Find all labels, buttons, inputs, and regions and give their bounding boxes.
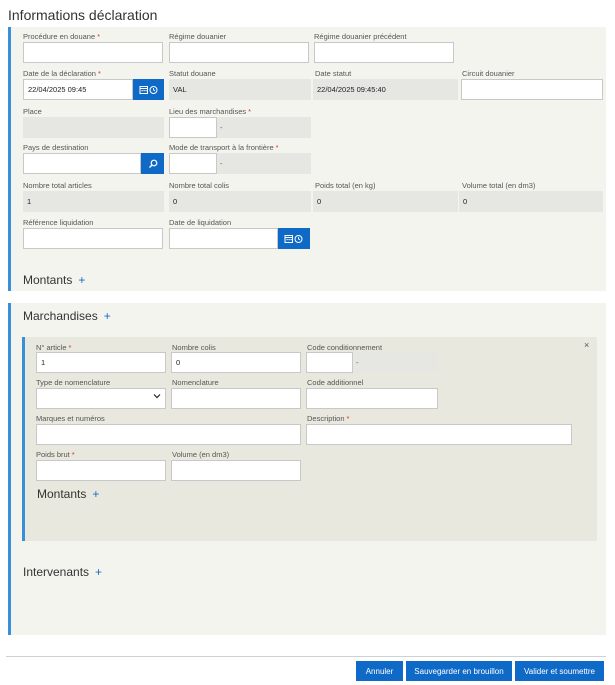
article-accent-bar — [22, 337, 25, 541]
regime-prev-label: Régime douanier précédent — [314, 32, 407, 41]
lieu-input[interactable] — [169, 117, 217, 138]
place-label: Place — [23, 107, 42, 116]
regime-prev-input[interactable] — [314, 42, 454, 63]
nb-articles-value: 1 — [23, 191, 164, 212]
ref-liq-input[interactable] — [23, 228, 163, 249]
article-montants-title: Montants — [37, 487, 87, 501]
page-title: Informations déclaration — [8, 7, 158, 23]
date-liq-label: Date de liquidation — [169, 218, 232, 227]
poids-value: 0 — [313, 191, 458, 212]
pays-label: Pays de destination — [23, 143, 89, 152]
statut-label: Statut douane — [169, 69, 216, 78]
code-cond-description: - — [353, 352, 438, 373]
intervenants-title: Intervenants — [23, 565, 90, 579]
description-input[interactable] — [306, 424, 572, 445]
add-article-montant-button[interactable]: + — [92, 487, 100, 501]
article-volume-input[interactable] — [171, 460, 301, 481]
article-colis-input[interactable]: 0 — [171, 352, 301, 373]
mode-input[interactable] — [169, 153, 217, 174]
declaration-accent-bar — [8, 27, 11, 291]
mode-label: Mode de transport à la frontière * — [169, 143, 279, 152]
poids-brut-label: Poids brut * — [36, 450, 75, 459]
intervenants-section-header[interactable] — [23, 565, 102, 579]
date-decl-label: Date de la déclaration * — [23, 69, 101, 78]
date-statut-label: Date statut — [315, 69, 352, 78]
code-add-label: Code additionnel — [307, 378, 364, 387]
date-liq-picker-button[interactable] — [278, 228, 310, 249]
regime-input[interactable] — [169, 42, 309, 63]
code-add-input[interactable] — [306, 388, 438, 409]
place-value — [23, 117, 164, 138]
lieu-label: Lieu des marchandises * — [169, 107, 252, 116]
statut-value: VAL — [169, 79, 311, 100]
date-statut-value: 22/04/2025 09:45:40 — [313, 79, 458, 100]
type-nom-select[interactable] — [36, 388, 166, 409]
add-montant-button[interactable]: + — [78, 273, 86, 287]
marchandises-accent-bar — [8, 303, 11, 635]
circuit-label: Circuit douanier — [462, 69, 515, 78]
marques-input[interactable] — [36, 424, 301, 445]
remove-article-button[interactable]: × — [584, 340, 590, 350]
marchandises-section-header[interactable] — [23, 309, 111, 323]
article-label: N° article * — [36, 343, 72, 352]
regime-label: Régime douanier — [169, 32, 227, 41]
volume-label: Volume total (en dm3) — [462, 181, 536, 190]
date-decl-picker-button[interactable] — [133, 79, 164, 100]
description-label: Description * — [307, 414, 350, 423]
article-montants-header[interactable] — [37, 487, 99, 501]
ref-liq-label: Référence liquidation — [23, 218, 94, 227]
pays-input[interactable] — [23, 153, 141, 174]
article-input[interactable]: 1 — [36, 352, 166, 373]
calendar-clock-icon — [139, 85, 159, 95]
mode-description: - — [217, 153, 311, 174]
poids-label: Poids total (en kg) — [315, 181, 376, 190]
montants-section-header[interactable] — [23, 273, 85, 287]
volume-value: 0 — [459, 191, 603, 212]
code-cond-input[interactable] — [306, 352, 353, 373]
procedure-input[interactable] — [23, 42, 163, 63]
nb-colis-value: 0 — [169, 191, 311, 212]
search-icon — [148, 159, 158, 169]
type-nom-label: Type de nomenclature — [36, 378, 111, 387]
save-draft-button[interactable]: Sauvegarder en brouillon — [406, 661, 512, 681]
add-marchandise-button[interactable]: + — [103, 309, 111, 323]
marchandises-title: Marchandises — [23, 309, 98, 323]
article-volume-label: Volume (en dm3) — [172, 450, 230, 459]
calendar-clock-icon — [284, 234, 304, 244]
poids-brut-input[interactable] — [36, 460, 166, 481]
chevron-down-icon — [153, 392, 161, 402]
nb-colis-label: Nombre total colis — [169, 181, 230, 190]
article-colis-label: Nombre colis — [172, 343, 216, 352]
marques-label: Marques et numéros — [36, 414, 105, 423]
nom-input[interactable] — [171, 388, 301, 409]
pays-search-button[interactable] — [141, 153, 164, 174]
nb-articles-label: Nombre total articles — [23, 181, 92, 190]
date-decl-input[interactable]: 22/04/2025 09:45 — [23, 79, 133, 100]
validate-submit-button[interactable]: Valider et soumettre — [515, 661, 604, 681]
code-cond-label: Code conditionnement — [307, 343, 383, 352]
lieu-description: - — [217, 117, 311, 138]
procedure-label: Procédure en douane * — [23, 32, 101, 41]
montants-title: Montants — [23, 273, 73, 287]
date-liq-input[interactable] — [169, 228, 278, 249]
add-intervenant-button[interactable]: + — [95, 565, 103, 579]
nom-label: Nomenclature — [172, 378, 219, 387]
circuit-input[interactable] — [461, 79, 603, 100]
footer-divider — [6, 656, 606, 657]
cancel-button[interactable]: Annuler — [356, 661, 403, 681]
